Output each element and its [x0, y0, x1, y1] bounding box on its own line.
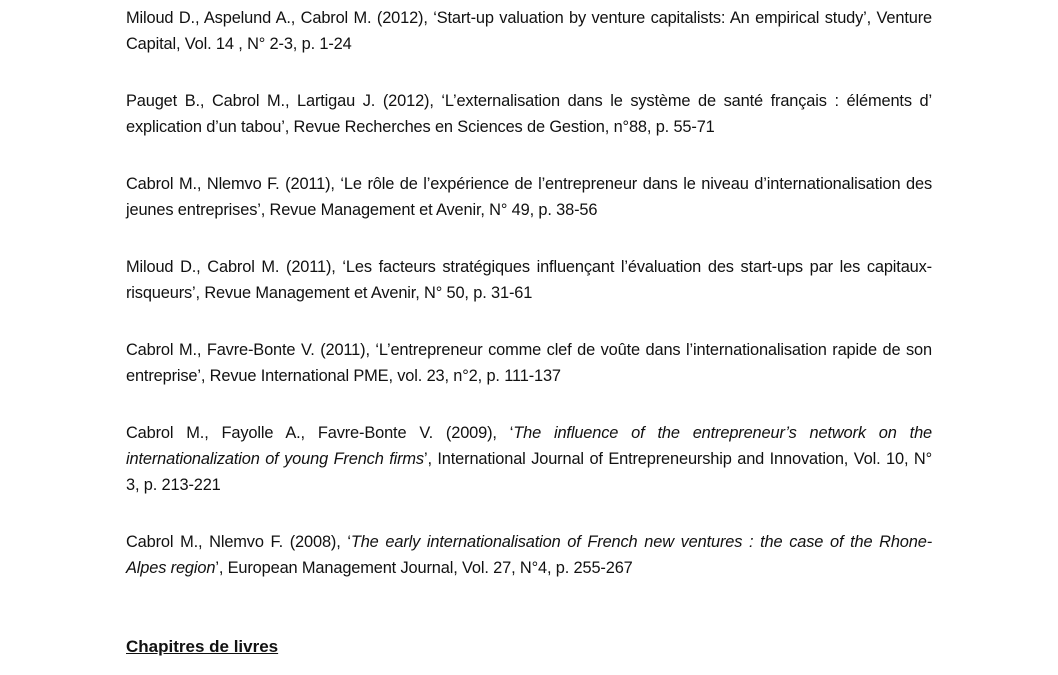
reference-item: Miloud D., Cabrol M. (2011), ‘Les facteurs stratégiques influençant l’évaluation des start-ups par les capitaux-risqueurs’, Revue Management et Avenir, N° 50, p. 31-61: [126, 258, 932, 302]
reference-authors: Cabrol M., Fayolle A., Favre-Bonte V. (2009), ‘: [126, 424, 514, 442]
reference-source: ’, European Management Journal, Vol. 27, N°4, p. 255-267: [215, 559, 633, 577]
reference-item: Miloud D., Aspelund A., Cabrol M. (2012), ‘Start-up valuation by venture capitalists: An empirical study’, Venture Capital, Vol. 14 , N° 2-3, p. 1-24: [126, 9, 932, 53]
reference-item: Pauget B., Cabrol M., Lartigau J. (2012), ‘L’externalisation dans le système de santé français : éléments d’ explication d’un tabou’, Revue Recherches en Sciences de Gestion, n°88, p. 55-71: [126, 92, 932, 136]
reference-title: The early internationalisation of French new ventures : the case of the Rhone-Alpes region: [126, 533, 933, 577]
reference-authors: Cabrol M., Nlemvo F. (2008), ‘: [126, 533, 351, 551]
reference-list: [126, 5, 932, 612]
reference-title: The influence of the entrepreneur’s network on the internationalization of young French firms: [126, 424, 932, 468]
reference-item: Cabrol M., Nlemvo F. (2011), ‘Le rôle de l’expérience de l’entrepreneur dans le niveau d’internationalisation des jeunes entreprises’, Revue Management et Avenir, N° 49, p. 38-56: [126, 175, 932, 219]
reference-item: Cabrol M., Favre-Bonte V. (2011), ‘L’entrepreneur comme clef de voûte dans l’internationalisation rapide de son entreprise’, Revue International PME, vol. 23, n°2, p. 111-137: [126, 341, 932, 385]
reference-item: [126, 529, 932, 581]
reference-item: [126, 420, 932, 498]
reference-source: ’, International Journal of Entrepreneurship and Innovation, Vol. 10, N° 3, p. 213-221: [126, 450, 932, 494]
section-heading: Chapitres de livres: [126, 637, 279, 656]
